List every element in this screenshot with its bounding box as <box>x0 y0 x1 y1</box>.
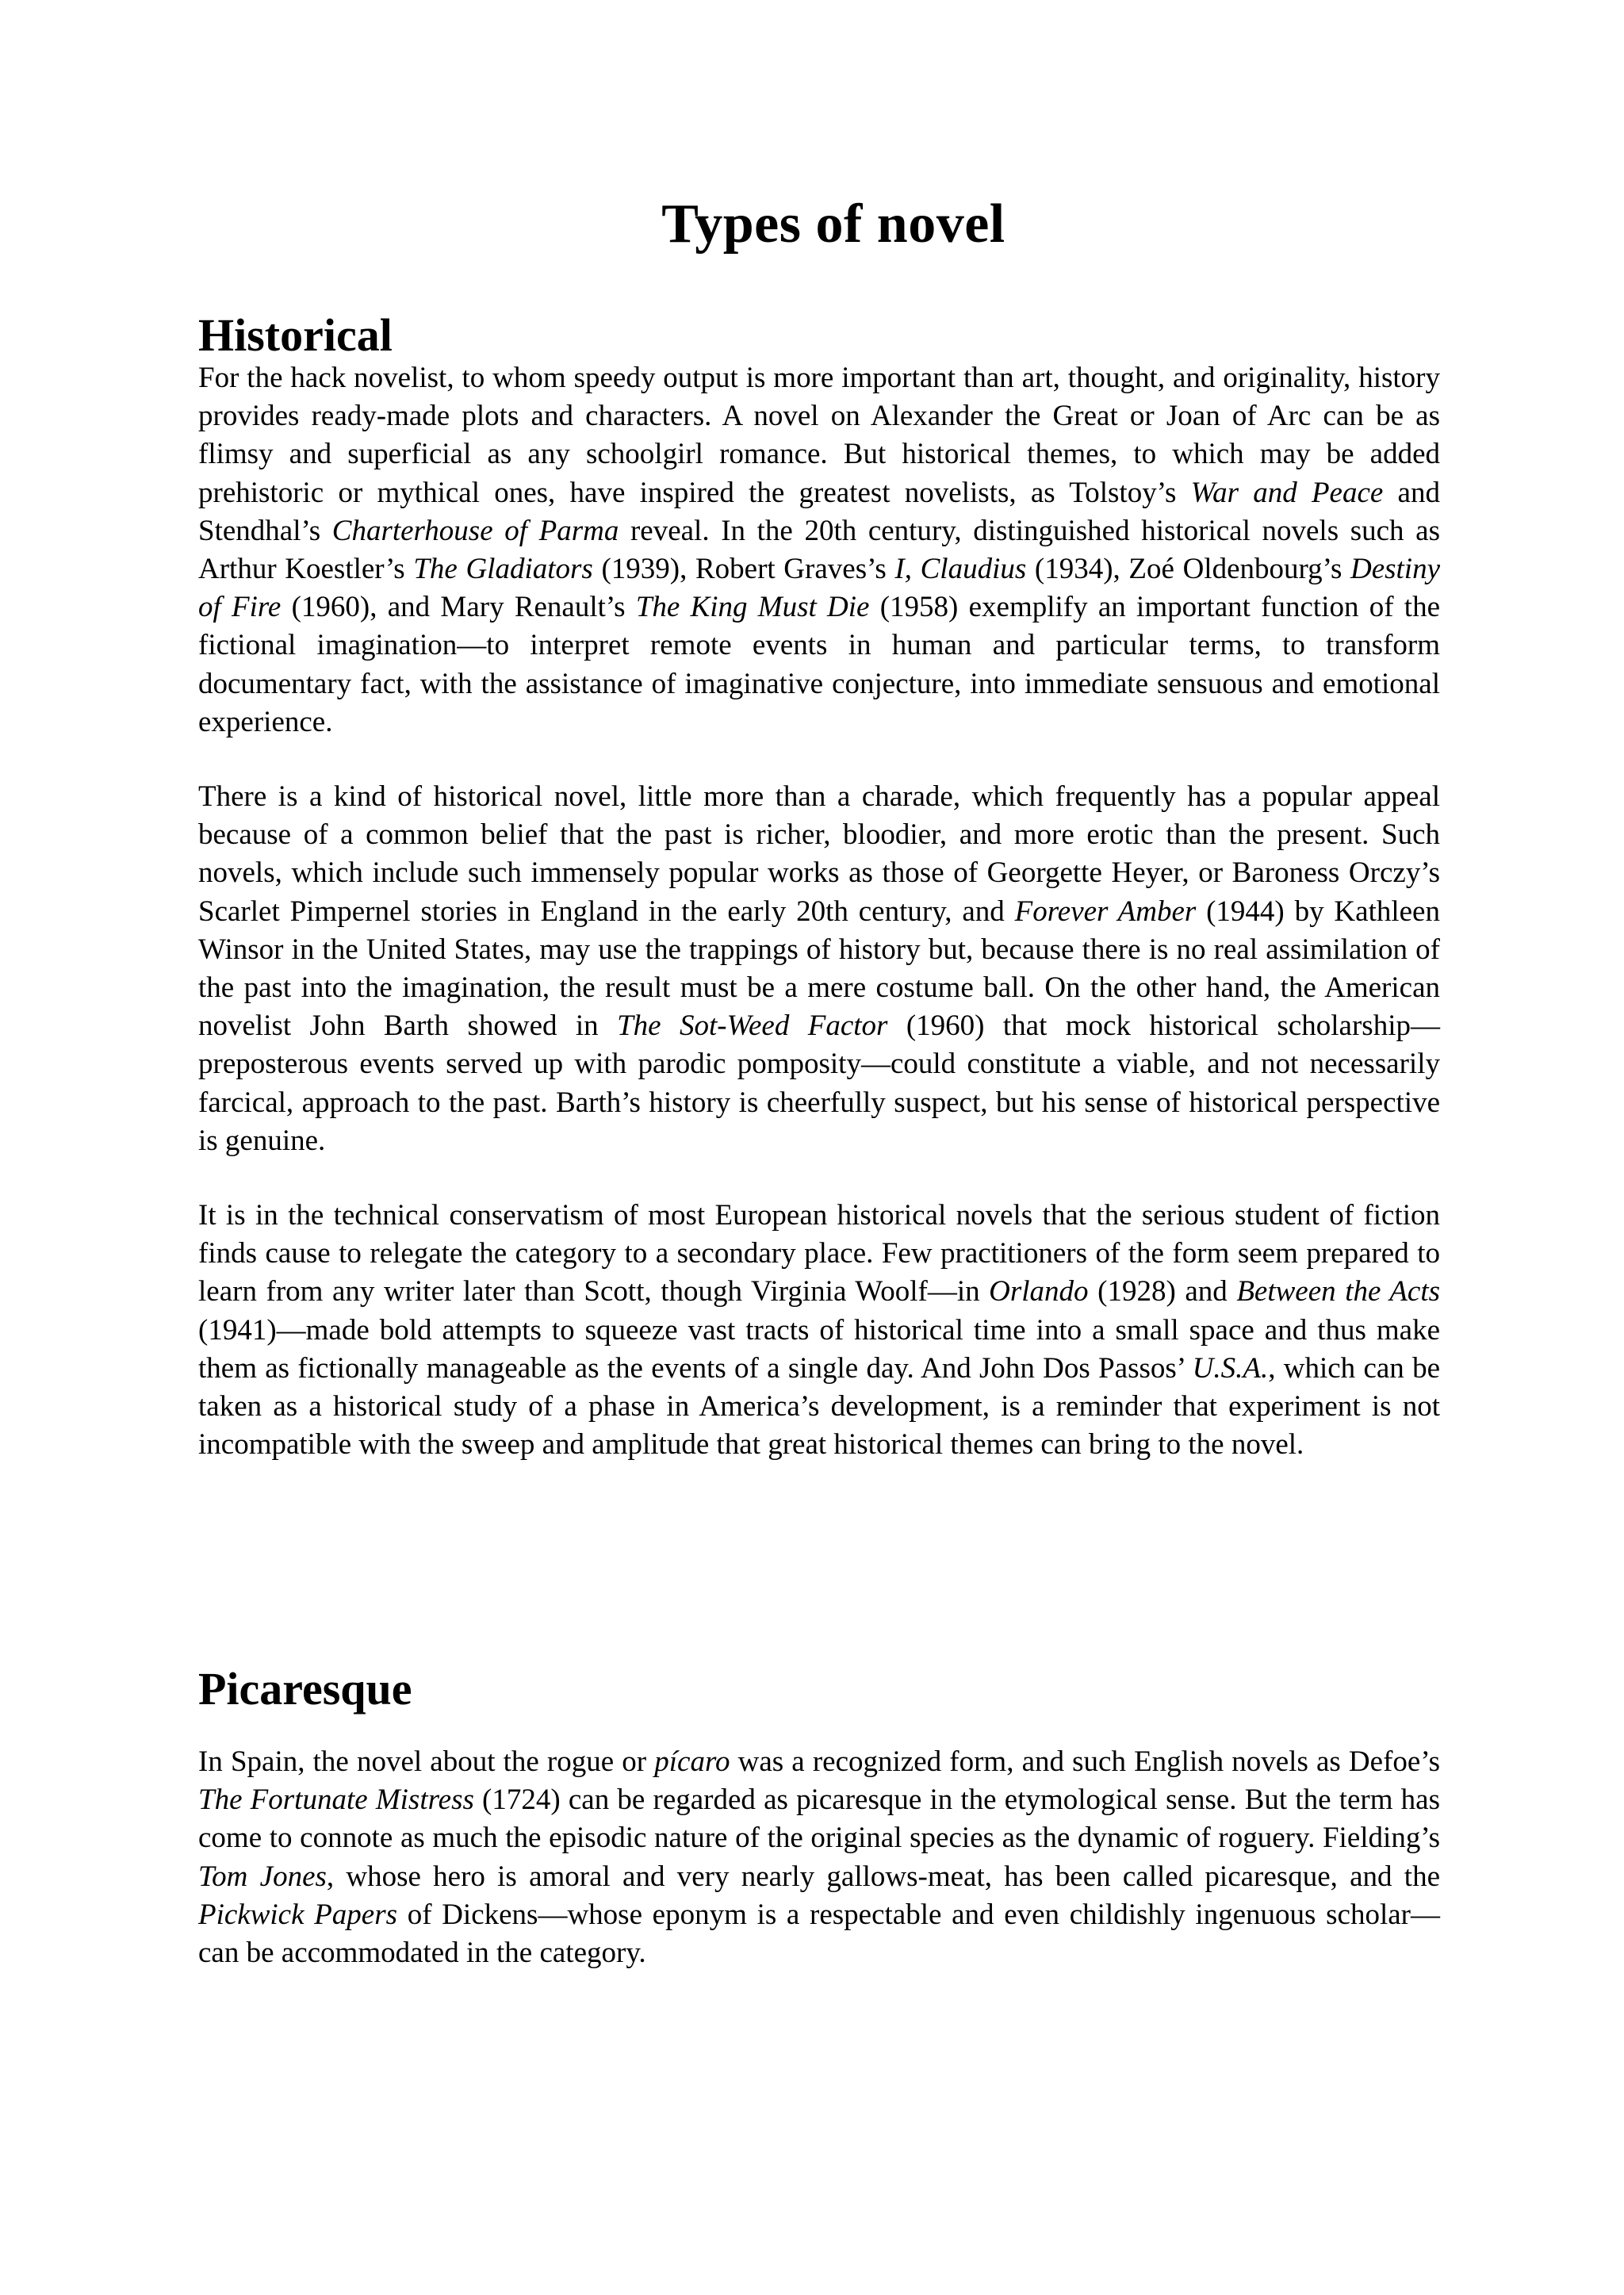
text-run: It is in the technical conservatism of most European historical novels that the serious student of fiction finds cause to relegate the category to a secondary place. Few practitioners of the form seem prepared to learn from any writer later than Scott, though Virginia Woolf—in <box>198 1199 1440 1308</box>
text-run: (1958) exemplify an important function of the fictional imagination—to interpret remote events in human and particular terms, to transform documentary fact, with the assistance of imaginative conjecture, into immediate sensuous and emotional experience. <box>198 591 1440 738</box>
document-title: Types of novel <box>661 193 1005 255</box>
text-run: (1939), Robert Graves’s <box>592 553 895 586</box>
text-run: , whose hero is amoral and very nearly gallows-meat, has been called picaresque, and the <box>326 1860 1440 1893</box>
italic-title: The Fortunate Mistress <box>198 1784 474 1817</box>
italic-title: pícaro <box>654 1745 730 1778</box>
italic-title: Pickwick Papers <box>198 1898 398 1931</box>
italic-title: I, Claudius <box>894 553 1027 586</box>
section-heading-picaresque: Picaresque <box>198 1663 412 1715</box>
italic-title: Forever Amber <box>1014 895 1197 928</box>
paragraph <box>198 1743 1440 1972</box>
text-run: (1928) and <box>1088 1275 1237 1308</box>
text-run: was a recognized form, and such English novels as Defoe’s <box>730 1745 1441 1778</box>
section-body-picaresque <box>198 1743 1440 1972</box>
italic-title: War and Peace <box>1190 476 1384 509</box>
italic-title: The Sot-Weed Factor <box>617 1010 888 1043</box>
text-run: reveal. In the 20th century, distinguished historical novels such as Arthur Koestler’s <box>198 514 1440 586</box>
text-run: (1724) can be regarded as picaresque in the etymological sense. But the term has come to connote as much the episodic nature of the original species as the dynamic of roguery. Fielding’s <box>198 1784 1441 1855</box>
text-run: For the hack novelist, to whom speedy output is more important than art, thought, and originality, history provides ready-made plots and characters. A novel on Alexander the Great or Joan of Arc can be as flimsy and superficial as any schoolgirl romance. But historical themes, to which may be added prehistoric or mythical ones, have inspired the greatest novelists, as Tolstoy’s <box>198 362 1440 509</box>
italic-title: Orlando <box>989 1275 1089 1308</box>
text-run: In Spain, the novel about the rogue or <box>198 1745 655 1778</box>
text-run: (1934), Zoé Oldenbourg’s <box>1026 553 1350 586</box>
section-heading-historical: Historical <box>198 309 393 361</box>
text-run: (1941)—made bold attempts to squeeze vast tracts of historical time into a small space and thus make them as fictionally manageable as the events of a single day. And John Dos Passos’ <box>198 1313 1440 1385</box>
text-run: (1960) that mock historical scholarship—preposterous events served up with parodic pomposity—could constitute a viable, and not necessarily farcical, approach to the past. Barth’s history is cheerfully suspect, but his sense of historical perspective is genuine. <box>198 1010 1440 1157</box>
paragraph <box>198 359 1440 741</box>
italic-title: The Gladiators <box>413 553 593 586</box>
text-run: and Stendhal’s <box>198 476 1440 547</box>
text-run: , which can be taken as a historical study of a phase in America’s development, is a reminder that experiment is not incompatible with the sweep and amplitude that great historical themes can bring to the novel. <box>198 1351 1440 1462</box>
text-run: of Dickens—whose eponym is a respectable and even childishly ingenuous scholar—can be accommodated in the category. <box>198 1898 1440 1970</box>
text-run: (1960), and Mary Renault’s <box>281 591 636 624</box>
italic-title: Tom Jones <box>198 1860 327 1893</box>
text-run: There is a kind of historical novel, little more than a charade, which frequently has a popular appeal because of a common belief that the past is richer, bloodier, and more erotic than the present. Such novels, which include such immensely popular works as those of Georgette Heyer, or Baroness Orczy’s Scarlet Pimpernel stories in England in the early 20th century, and <box>198 780 1440 928</box>
italic-title: Charterhouse of Parma <box>331 514 619 547</box>
section-body-historical <box>198 359 1440 1464</box>
paragraph <box>198 1197 1440 1464</box>
italic-title: Between the Acts <box>1236 1275 1440 1308</box>
paragraph <box>198 778 1440 1160</box>
italic-title: Destiny of Fire <box>198 553 1441 624</box>
text-run: (1944) by Kathleen Winsor in the United States, may use the trappings of history but, because there is no real assimilation of the past into the imagination, the result must be a mere costume ball. On the other hand, the American novelist John Barth showed in <box>198 895 1440 1043</box>
italic-title: U.S.A. <box>1192 1351 1269 1385</box>
italic-title: The King Must Die <box>635 591 870 624</box>
